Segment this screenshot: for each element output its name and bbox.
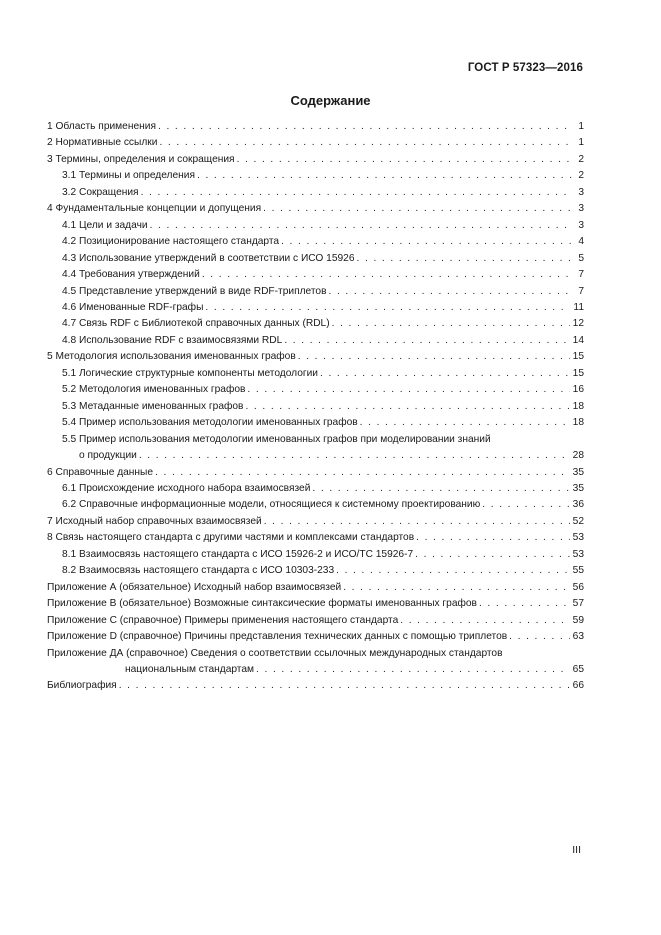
leader-dots xyxy=(139,448,570,464)
toc-entry-appendix-da[interactable] xyxy=(47,646,584,679)
leader-dots xyxy=(158,119,573,135)
leader-dots xyxy=(479,596,570,612)
toc-entry-4-8[interactable] xyxy=(47,333,584,349)
toc-entry-page: 1 xyxy=(578,121,584,132)
toc-entry-label-continued: о продукции xyxy=(79,450,137,462)
toc-entry-page: 2 xyxy=(578,153,584,165)
toc-entry-page: 57 xyxy=(572,598,584,610)
toc-entry-label: 4.6 Именованные RDF-графы xyxy=(62,301,204,313)
toc-entry-page: 7 xyxy=(578,269,584,281)
toc-entry-page: 59 xyxy=(572,614,584,626)
leader-dots xyxy=(202,267,573,283)
toc-entry-page: 5 xyxy=(578,252,584,264)
toc-entry-5-1[interactable] xyxy=(47,366,584,382)
toc-entry-3-2[interactable] xyxy=(47,185,584,201)
leader-dots xyxy=(155,465,570,481)
toc-entry-label: 6.2 Справочные информационные модели, относящиеся к системному проектированию xyxy=(62,499,481,511)
toc-entry-page: 4 xyxy=(578,236,584,248)
toc-entry-label-continued: национальным стандартам xyxy=(125,663,255,675)
toc-entry-label: 5.2 Методология именованных графов xyxy=(62,384,246,396)
leader-dots xyxy=(343,580,569,596)
toc-entry-page: 18 xyxy=(572,417,584,429)
toc-entry-label: 5.4 Пример использования методологии именованных графов xyxy=(62,417,358,429)
leader-dots xyxy=(509,629,570,645)
toc-entry-label: 5.3 Метаданные именованных графов xyxy=(62,400,244,412)
toc-entry-page: 55 xyxy=(572,565,584,577)
toc-entry-label: 4.1 Цели и задачи xyxy=(62,219,148,231)
toc-entry-4[interactable] xyxy=(47,201,584,217)
leader-dots xyxy=(264,514,570,530)
toc-entry-4-6[interactable] xyxy=(47,300,584,316)
toc-entry-page: 52 xyxy=(572,515,584,527)
leader-dots xyxy=(205,300,570,316)
leader-dots xyxy=(482,497,569,513)
toc-entry-3[interactable] xyxy=(47,152,584,168)
toc-entry-label: 3.2 Сокращения xyxy=(62,186,139,198)
toc-entry-page: 15 xyxy=(572,367,584,379)
leader-dots xyxy=(237,152,573,168)
toc-entry-label: 8.2 Взаимосвязь настоящего стандарта с ИСО 10303-233 xyxy=(62,565,335,577)
leader-dots xyxy=(245,399,569,415)
table-of-contents xyxy=(47,119,584,695)
toc-entry-page: 53 xyxy=(572,532,584,544)
leader-dots xyxy=(360,415,570,431)
toc-entry-page: 3 xyxy=(578,186,584,198)
leader-dots xyxy=(357,251,573,267)
toc-entry-label: Библиография xyxy=(47,680,117,692)
leader-dots xyxy=(284,333,569,349)
leader-dots xyxy=(329,284,574,300)
toc-entry-label: 4.4 Требования утверждений xyxy=(62,269,200,281)
leader-dots xyxy=(159,135,573,151)
toc-entry-label: 1 Область применения xyxy=(47,121,156,132)
toc-entry-label: 7 Исходный набор справочных взаимосвязей xyxy=(47,515,262,527)
toc-entry-label: Приложение В (обязательное) Возможные синтаксические форматы именованных графов xyxy=(47,598,477,610)
leader-dots xyxy=(298,349,570,365)
toc-entry-label: 5.1 Логические структурные компоненты методологии xyxy=(62,367,318,379)
toc-entry-page: 53 xyxy=(572,548,584,560)
toc-entry-appendix-a[interactable] xyxy=(47,580,584,596)
toc-entry-page: 56 xyxy=(572,581,584,593)
toc-entry-label: 4.5 Представление утверждений в виде RDF-триплетов xyxy=(62,285,327,297)
toc-entry-4-3[interactable] xyxy=(47,251,584,267)
toc-entry-6[interactable] xyxy=(47,465,584,481)
toc-entry-4-2[interactable] xyxy=(47,234,584,250)
toc-entry-label: 4.8 Использование RDF с взаимосвязями RDL xyxy=(62,334,283,346)
toc-entry-page: 35 xyxy=(572,482,584,494)
toc-entry-label: 3 Термины, определения и сокращения xyxy=(47,153,235,165)
toc-entry-page: 1 xyxy=(578,137,584,149)
leader-dots xyxy=(312,481,569,497)
toc-entry-page: 12 xyxy=(572,318,584,330)
toc-entry-4-7[interactable] xyxy=(47,316,584,332)
toc-entry-5-4[interactable] xyxy=(47,415,584,431)
toc-entry-page: 2 xyxy=(578,170,584,182)
toc-title: Содержание xyxy=(290,93,371,108)
toc-entry-page: 36 xyxy=(572,499,584,511)
leader-dots xyxy=(416,530,570,546)
toc-entry-1[interactable] xyxy=(47,119,584,135)
toc-entry-label: 6.1 Происхождение исходного набора взаимосвязей xyxy=(62,482,311,494)
toc-entry-label: Приложение А (обязательное) Исходный набор взаимосвязей xyxy=(47,581,342,593)
toc-entry-page: 7 xyxy=(578,285,584,297)
leader-dots xyxy=(256,662,570,678)
toc-entry-page: 3 xyxy=(578,219,584,231)
toc-entry-5-2[interactable] xyxy=(47,382,584,398)
leader-dots xyxy=(263,201,573,217)
toc-entry-appendix-c[interactable] xyxy=(47,613,584,629)
toc-entry-label: 5 Методология использования именованных графов xyxy=(47,351,296,363)
toc-entry-3-1[interactable] xyxy=(47,168,584,184)
leader-dots xyxy=(197,168,573,184)
toc-entry-label: 2 Нормативные ссылки xyxy=(47,137,158,149)
toc-entry-label: 6 Справочные данные xyxy=(47,466,154,478)
toc-entry-label: 4.3 Использование утверждений в соответствии с ИСО 15926 xyxy=(62,252,355,264)
toc-entry-page: 16 xyxy=(572,384,584,396)
toc-entry-page: 15 xyxy=(572,351,584,363)
toc-entry-page: 28 xyxy=(572,450,584,462)
toc-entry-8-1[interactable] xyxy=(47,547,584,563)
toc-entry-label: 8 Связь настоящего стандарта с другими частями и комплексами стандартов xyxy=(47,532,415,544)
toc-entry-appendix-b[interactable] xyxy=(47,596,584,612)
leader-dots xyxy=(332,316,570,332)
toc-entry-5[interactable] xyxy=(47,349,584,365)
leader-dots xyxy=(415,547,569,563)
toc-entry-8-2[interactable] xyxy=(47,563,584,579)
toc-entry-page: 11 xyxy=(573,301,584,313)
toc-entry-label: 3.1 Термины и определения xyxy=(62,170,195,182)
leader-dots xyxy=(336,563,570,579)
toc-entry-page: 63 xyxy=(572,631,584,643)
toc-entry-page: 66 xyxy=(572,680,584,692)
toc-entry-label: Приложение С (справочное) Примеры применения настоящего стандарта xyxy=(47,614,399,626)
leader-dots xyxy=(119,678,570,694)
page-number: III xyxy=(572,844,581,856)
toc-entry-8[interactable] xyxy=(47,530,584,546)
toc-entry-2[interactable] xyxy=(47,135,584,151)
leader-dots xyxy=(400,613,569,629)
toc-entry-5-5[interactable] xyxy=(47,432,584,465)
toc-entry-page: 35 xyxy=(572,466,584,478)
toc-entry-7[interactable] xyxy=(47,514,584,530)
leader-dots xyxy=(281,234,573,250)
leader-dots xyxy=(247,382,569,398)
toc-entry-label: 5.5 Пример использования методологии именованных графов при моделировании знаний xyxy=(62,433,491,445)
toc-entry-label: Приложение ДА (справочное) Сведения о соответствии ссылочных международных стандартов xyxy=(47,647,503,659)
toc-entry-label: 8.1 Взаимосвязь настоящего стандарта с ИСО 15926-2 и ИСО/ТС 15926-7 xyxy=(62,548,414,560)
toc-entry-6-1[interactable] xyxy=(47,481,584,497)
toc-entry-page: 18 xyxy=(572,400,584,412)
toc-entry-page: 65 xyxy=(572,663,584,675)
toc-entry-label: 4.7 Связь RDF с Библиотекой справочных данных (RDL) xyxy=(62,318,330,330)
document-header-code: ГОСТ Р 57323—2016 xyxy=(467,62,583,74)
toc-entry-page: 3 xyxy=(578,203,584,215)
toc-entry-label: 4 Фундаментальные концепции и допущения xyxy=(47,203,262,215)
leader-dots xyxy=(141,185,573,201)
toc-entry-4-4[interactable] xyxy=(47,267,584,283)
toc-entry-6-2[interactable] xyxy=(47,497,584,513)
toc-entry-4-5[interactable] xyxy=(47,284,584,300)
toc-entry-bibliography[interactable] xyxy=(47,678,584,694)
toc-entry-page: 14 xyxy=(572,334,584,346)
toc-entry-4-1[interactable] xyxy=(47,218,584,234)
leader-dots xyxy=(150,218,573,234)
toc-entry-appendix-d[interactable] xyxy=(47,629,584,645)
toc-entry-5-3[interactable] xyxy=(47,399,584,415)
toc-entry-label: Приложение D (справочное) Причины представления технических данных с помощью триплетов xyxy=(47,631,508,643)
toc-entry-label: 4.2 Позиционирование настоящего стандарта xyxy=(62,236,280,248)
leader-dots xyxy=(320,366,570,382)
